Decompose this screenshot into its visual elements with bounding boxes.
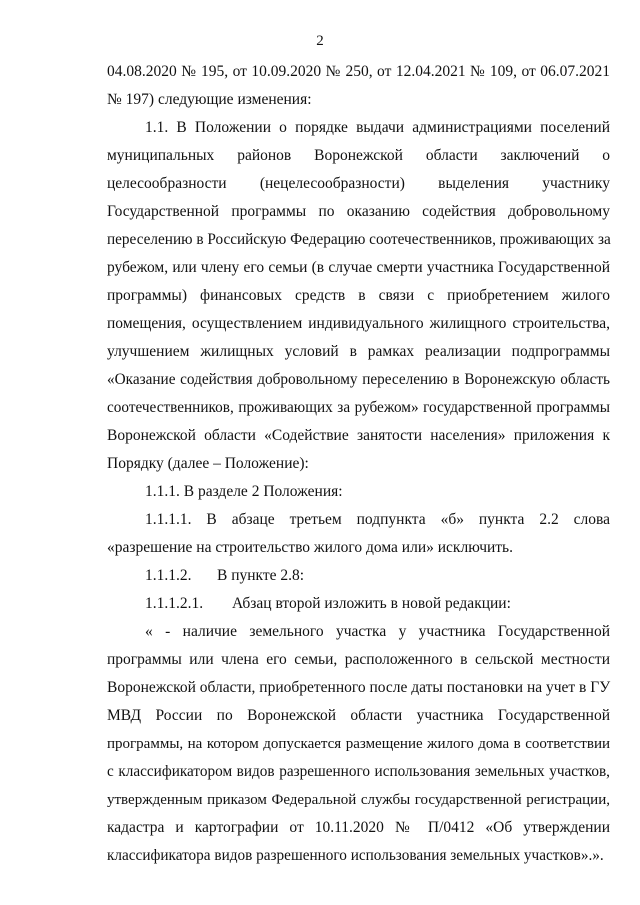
text-line: кадастра и картографии от 10.11.2020 № П/0412 «Об утверждении bbox=[107, 819, 610, 836]
clause-number: 1.1.1.2. bbox=[145, 567, 192, 584]
text-line: помещения, осуществлением индивидуального жилищного строительства, bbox=[107, 315, 610, 332]
text-line: улучшением жилищных условий в рамках реализации подпрограммы bbox=[107, 343, 610, 360]
text-line: МВД России по Воронежской области участника Государственной bbox=[107, 707, 610, 724]
text-line: рубежом, или члену его семьи (в случае смерти участника Государственной bbox=[107, 259, 610, 276]
text-line: программы, на котором допускается размещение жилого дома в соответствии bbox=[107, 736, 610, 752]
text-line: классификатора видов разрешенного использования земельных участков».». bbox=[107, 847, 604, 864]
text-line: «Оказание содействия добровольному переселению в Воронежскую область bbox=[107, 371, 610, 388]
clause-text: В пункте 2.8: bbox=[217, 567, 305, 584]
text-line: целесообразности (нецелесообразности) выделения участнику bbox=[107, 175, 610, 192]
text-line: «разрешение на строительство жилого дома или» исключить. bbox=[107, 539, 513, 556]
text-line: Воронежской области, приобретенного после даты постановки на учет в ГУ bbox=[107, 679, 611, 696]
text-line: программы) финансовых средств в связи с приобретением жилого bbox=[107, 287, 610, 304]
text-line: переселению в Российскую Федерацию соотечественников, проживающих за bbox=[107, 231, 611, 248]
text-line: программы или члена его семьи, расположенного в сельской местности bbox=[107, 651, 610, 668]
text-line: 1.1.1.1. В абзаце третьем подпункта «б» пункта 2.2 слова bbox=[145, 511, 610, 528]
text-line: муниципальных районов Воронежской области заключений о bbox=[107, 147, 610, 164]
page-number: 2 bbox=[316, 33, 324, 49]
text-line: Государственной программы по оказанию содействия добровольному bbox=[107, 203, 610, 220]
clause-number: 1.1.1.2.1. bbox=[145, 595, 204, 612]
text-line: 04.08.2020 № 195, от 10.09.2020 № 250, от 12.04.2021 № 109, от 06.07.2021 bbox=[107, 63, 610, 80]
text-line: « - наличие земельного участка у участника Государственной bbox=[145, 623, 610, 640]
text-line: Воронежской области «Содействие занятости населения» приложения к bbox=[107, 427, 610, 444]
text-line: соотечественников, проживающих за рубежом» государственной программы bbox=[107, 399, 610, 416]
text-line: утвержденным приказом Федеральной службы государственной регистрации, bbox=[107, 792, 610, 808]
text-line: № 197) следующие изменения: bbox=[107, 91, 312, 108]
text-line: 1.1. В Положении о порядке выдачи администрациями поселений bbox=[145, 119, 610, 136]
text-line: с классификатором видов разрешенного использования земельных участков, bbox=[107, 763, 610, 780]
clause-text: Абзац второй изложить в новой редакции: bbox=[232, 595, 511, 612]
text-line: 1.1.1. В разделе 2 Положения: bbox=[145, 483, 343, 500]
text-line: Порядку (далее – Положение): bbox=[107, 455, 309, 472]
